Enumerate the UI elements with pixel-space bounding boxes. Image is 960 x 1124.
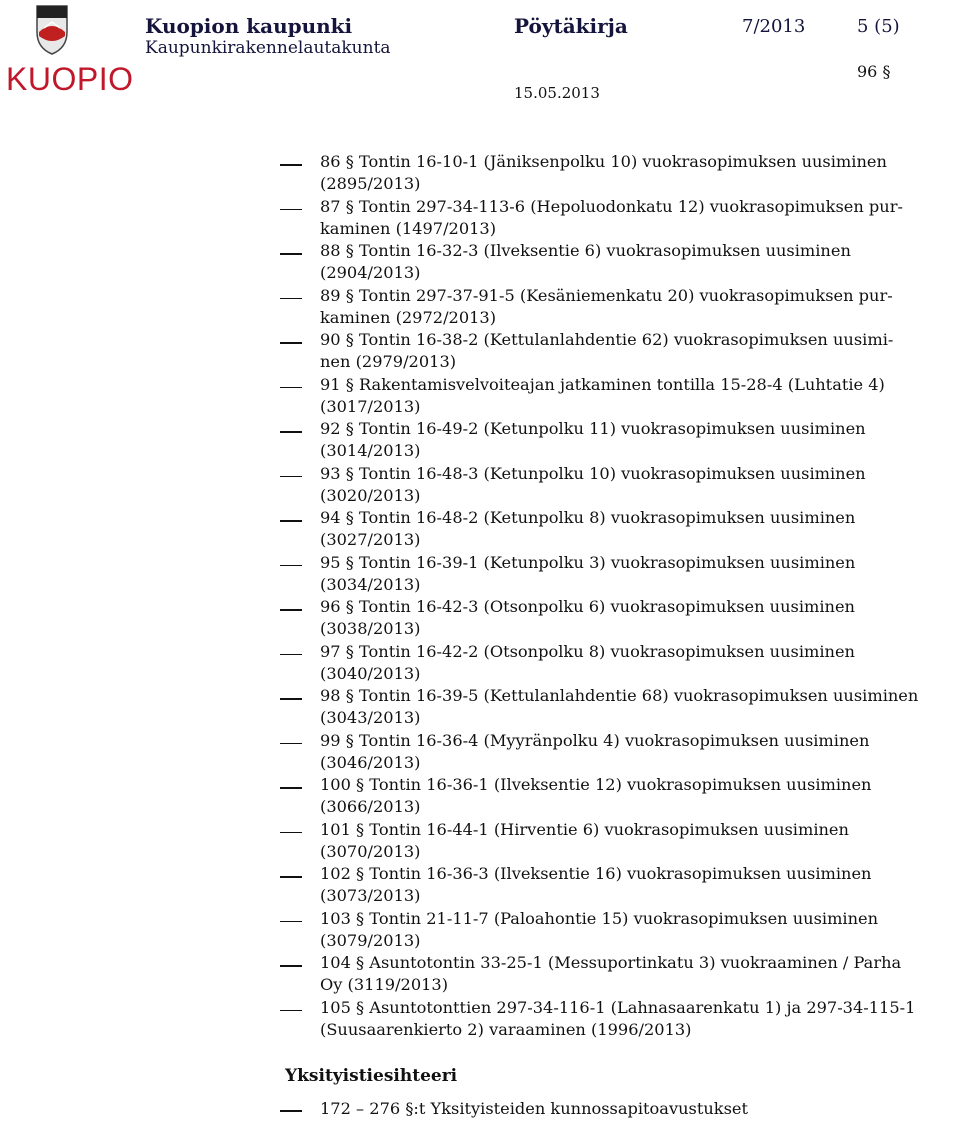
list-item-text: 88 § Tontin 16-32-3 (Ilveksentie 6) vuokrasopimuksen uusiminen (2904/2013) (320, 241, 851, 283)
list-item (0, 151, 960, 196)
list-item-text: 93 § Tontin 16-48-3 (Ketunpolku 10) vuokrasopimuksen uusiminen (3020/2013) (320, 463, 866, 505)
dash-bullet (280, 1110, 302, 1112)
dash-bullet (280, 253, 302, 255)
dash-bullet (280, 520, 302, 522)
dash-bullet (280, 876, 302, 878)
list-item (0, 196, 960, 241)
list-item (0, 552, 960, 597)
document-type: Pöytäkirja (514, 14, 628, 38)
dash-bullet (280, 787, 302, 789)
list-item (0, 596, 960, 641)
dash-bullet (280, 921, 302, 923)
list-item-text: 102 § Tontin 16-36-3 (Ilveksentie 16) vuokrasopimuksen uusiminen (3073/2013) (320, 864, 872, 906)
list-item (0, 285, 960, 330)
list-item-text: 97 § Tontin 16-42-2 (Otsonpolku 8) vuokrasopimuksen uusiminen (3040/2013) (320, 641, 855, 683)
dash-bullet (280, 298, 302, 300)
dash-bullet (280, 209, 302, 211)
dash-bullet (280, 387, 302, 389)
list-item-text: 86 § Tontin 16-10-1 (Jäniksenpolku 10) vuokrasopimuksen uusiminen (2895/2013) (320, 152, 887, 194)
committee-name: Kaupunkirakennelautakunta (145, 38, 391, 58)
dash-bullet (280, 342, 302, 344)
agenda-list (0, 151, 960, 1041)
list-item (0, 952, 960, 997)
list-item-text: 96 § Tontin 16-42-3 (Otsonpolku 6) vuokrasopimuksen uusiminen (3038/2013) (320, 597, 855, 639)
list-item-text: 105 § Asuntotonttien 297-34-116-1 (Lahnasaarenkatu 1) ja 297-34-115-1 (Suusaarenkierto 2) varaaminen (1996/2013) (320, 997, 916, 1039)
list-item (0, 463, 960, 508)
list-item-text: 87 § Tontin 297-34-113-6 (Hepoluodonkatu 12) vuokrasopimuksen pur- kaminen (1497/2013) (320, 196, 903, 238)
list-item-text: 90 § Tontin 16-38-2 (Kettulanlahdentie 62) vuokrasopimuksen uusimi- nen (2979/2013) (320, 330, 894, 372)
list-item (0, 329, 960, 374)
dash-bullet (280, 965, 302, 967)
list-item-text: 103 § Tontin 21-11-7 (Paloahontie 15) vuokrasopimuksen uusiminen (3079/2013) (320, 908, 879, 950)
list-item-text: 94 § Tontin 16-48-2 (Ketunpolku 8) vuokrasopimuksen uusiminen (3027/2013) (320, 508, 856, 550)
list-item (0, 685, 960, 730)
list-item-text: 98 § Tontin 16-39-5 (Kettulanlahdentie 68) vuokrasopimuksen uusiminen (3043/2013) (320, 686, 919, 728)
dash-bullet (280, 1010, 302, 1012)
logo-wordmark: KUOPIO (6, 61, 134, 97)
section-heading: Yksityistiesihteeri (285, 1066, 458, 1086)
section-item-text: 172 – 276 §:t Yksityisteiden kunnossapitoavustukset (320, 1099, 748, 1118)
dash-bullet (280, 743, 302, 745)
list-item (0, 819, 960, 864)
paragraph-number: 96 § (857, 62, 891, 81)
list-item (0, 507, 960, 552)
dash-bullet (280, 832, 302, 834)
dash-bullet (280, 698, 302, 700)
list-item-text: 89 § Tontin 297-37-91-5 (Kesäniemenkatu 20) vuokrasopimuksen pur- kaminen (2972/2013) (320, 285, 893, 327)
dash-bullet (280, 654, 302, 656)
list-item (0, 240, 960, 285)
list-item (0, 418, 960, 463)
list-item (0, 997, 960, 1042)
list-item-text: 104 § Asuntotontin 33-25-1 (Messuportinkatu 3) vuokraaminen / Parha Oy (3119/2013) (320, 953, 902, 995)
city-logo (2, 2, 134, 98)
page-number: 5 (5) (857, 16, 900, 37)
list-item (0, 774, 960, 819)
dash-bullet (280, 164, 302, 166)
list-item-text: 101 § Tontin 16-44-1 (Hirventie 6) vuokrasopimuksen uusiminen (3070/2013) (320, 819, 849, 861)
list-item (0, 641, 960, 686)
section-item (0, 1098, 960, 1122)
list-item-text: 91 § Rakentamisvelvoiteajan jatkaminen tontilla 15-28-4 (Luhtatie 4) (3017/2013) (320, 374, 885, 416)
list-item (0, 908, 960, 953)
organization-name: Kuopion kaupunki (145, 14, 353, 38)
list-item-text: 99 § Tontin 16-36-4 (Myyränpolku 4) vuokrasopimuksen uusiminen (3046/2013) (320, 730, 870, 772)
dash-bullet (280, 431, 302, 433)
coat-of-arms-icon (2, 2, 134, 98)
list-item (0, 863, 960, 908)
list-item-text: 92 § Tontin 16-49-2 (Ketunpolku 11) vuokrasopimuksen uusiminen (3014/2013) (320, 419, 866, 461)
dash-bullet (280, 609, 302, 611)
list-item-text: 95 § Tontin 16-39-1 (Ketunpolku 3) vuokrasopimuksen uusiminen (3034/2013) (320, 552, 856, 594)
list-item (0, 374, 960, 419)
dash-bullet (280, 476, 302, 478)
meeting-date: 15.05.2013 (514, 84, 600, 102)
list-item (0, 730, 960, 775)
document-number: 7/2013 (742, 16, 806, 37)
list-item-text: 100 § Tontin 16-36-1 (Ilveksentie 12) vuokrasopimuksen uusiminen (3066/2013) (320, 775, 872, 817)
dash-bullet (280, 565, 302, 567)
